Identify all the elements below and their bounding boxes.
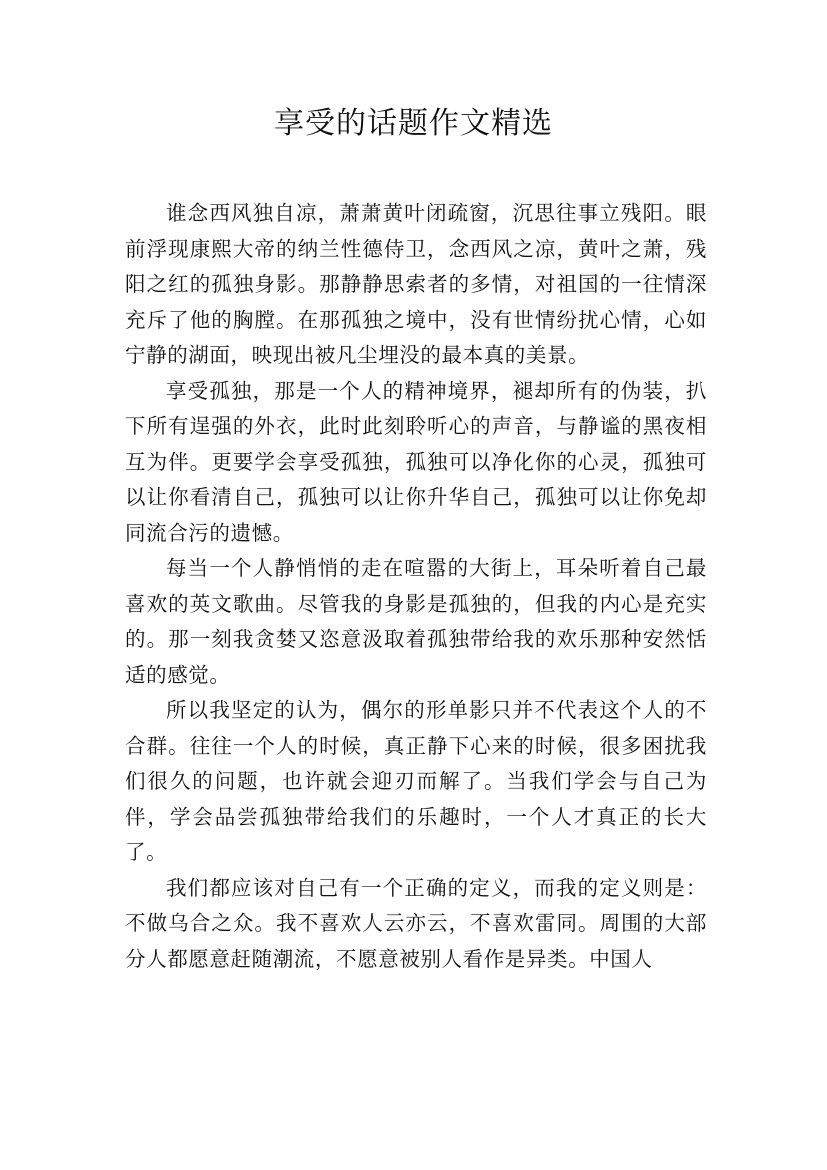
document-title: 享受的话题作文精选 <box>274 106 553 141</box>
paragraph-1: 谁念西风独自凉，萧萧黄叶闭疏窗，沉思往事立残阳。眼前浮现康熙大帝的纳兰性德侍卫，念西风之凉，黄叶之萧，残阳之红的孤独身影。那静静思索者的多情，对祖国的一往情深充斥了他的胸膛。在那孤独之境中，没有世情纷扰心情，心如宁静的湖面，映现出被凡尘埋没的最本真的美景。 <box>125 201 707 367</box>
paragraph-2: 享受孤独，那是一个人的精神境界，褪却所有的伪装，扒下所有逞强的外衣，此时此刻聆听心的声音，与静谧的黑夜相互为伴。更要学会享受孤独，孤独可以净化你的心灵，孤独可以让你看清自己，孤独可以让你升华自己，孤独可以让你免却同流合污的遗憾。 <box>125 378 707 545</box>
paragraph-4: 所以我坚定的认为，偶尔的形单影只并不代表这个人的不合群。往往一个人的时候，真正静下心来的时候，很多困扰我们很久的问题，也许就会迎刃而解了。当我们学会与自己为伴，学会品尝孤独带给我们的乐趣时，一个人才真正的长大了。 <box>125 698 707 864</box>
paragraph-3: 每当一个人静悄悄的走在喧嚣的大街上，耳朵听着自己最喜欢的英文歌曲。尽管我的身影是孤独的，但我的内心是充实的。那一刻我贪婪又恣意汲取着孤独带给我的欢乐那种安然恬适的感觉。 <box>125 556 707 687</box>
document-body <box>125 196 707 977</box>
paragraph-5: 我们都应该对自己有一个正确的定义，而我的定义则是：不做乌合之众。我不喜欢人云亦云，不喜欢雷同。周围的大部分人都愿意赶随潮流，不愿意被别人看作是异类。中国人 <box>125 875 707 971</box>
